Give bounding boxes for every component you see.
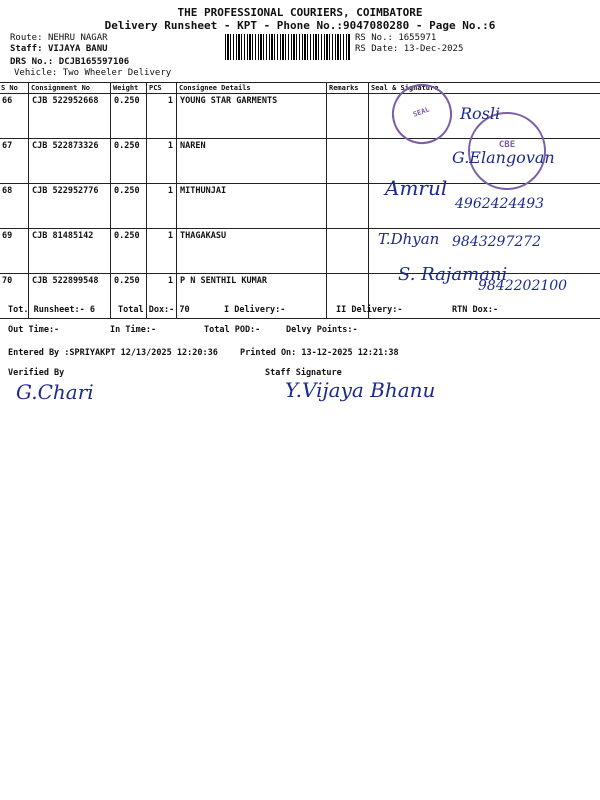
cell-consignment: CJB 522952776 <box>29 184 111 229</box>
signature-row-67: G.Elangovan <box>452 148 555 167</box>
company-title: THE PROFESSIONAL COURIERS, COIMBATORE <box>177 6 423 19</box>
cell-pcs: 1 <box>147 94 177 139</box>
cell-weight: 0.250 <box>111 184 147 229</box>
phone-row-70: 9842202100 <box>478 278 568 294</box>
signature-row-70: S. Rajamani <box>398 264 508 285</box>
drs-line <box>10 57 129 67</box>
cell-weight: 0.250 <box>111 94 147 139</box>
staff-line <box>10 44 108 54</box>
col-consignment: Consignment No <box>29 83 111 94</box>
cell-consignee: P N SENTHIL KUMAR <box>177 274 327 319</box>
cell-remarks <box>327 139 369 184</box>
barcode <box>225 34 351 60</box>
cell-pcs: 1 <box>147 229 177 274</box>
cell-consignee: THAGAKASU <box>177 229 327 274</box>
cell-sno: 70 <box>0 274 29 319</box>
cell-consignee: MITHUNJAI <box>177 184 327 229</box>
cell-remarks <box>327 94 369 139</box>
entered-by: Entered By :SPRIYAKPT 12/13/2025 12:20:36 <box>8 348 218 358</box>
vehicle-value: Two Wheeler Delivery <box>62 68 172 78</box>
phone-row-69: 9843297272 <box>452 234 542 250</box>
verified-by-label: Verified By <box>8 368 65 378</box>
cell-consignee: YOUNG STAR GARMENTS <box>177 94 327 139</box>
signature-row-68: Amrul <box>385 176 448 200</box>
route-value: NEHRU NAGAR <box>47 33 108 43</box>
rs-number: RS No.: 1655971 <box>355 33 437 43</box>
verified-by-signature: G.Chari <box>16 380 94 404</box>
runsheet-subtitle: Delivery Runsheet - KPT - Phone No.:9047080280 - Page No.:6 <box>104 19 496 32</box>
delivery-points: Delvy Points:- <box>286 325 358 335</box>
col-consignee: Consignee Details <box>177 83 327 94</box>
total-runsheet: Tot. Runsheet:- 6 <box>8 305 95 315</box>
drs-label: DRS No.: <box>10 57 54 67</box>
col-seal-signature: Seal & Signature <box>369 83 600 94</box>
cell-weight: 0.250 <box>111 139 147 184</box>
company-seal-stamp: SEAL <box>384 76 461 153</box>
route-label: Route: <box>10 33 43 43</box>
signature-row-69: T.Dhyan <box>378 230 440 248</box>
cell-pcs: 1 <box>147 139 177 184</box>
cell-consignment: CJB 522899548 <box>29 274 111 319</box>
ii-delivery: II Delivery:- <box>336 305 403 315</box>
in-time: In Time:- <box>110 325 157 335</box>
route-line <box>10 33 108 43</box>
staff-value: VIJAYA BANU <box>47 44 108 54</box>
staff-signature-label: Staff Signature <box>265 368 342 378</box>
engineering-seal-stamp: CBE <box>468 112 546 190</box>
cell-sno: 66 <box>0 94 29 139</box>
cell-pcs: 1 <box>147 274 177 319</box>
col-remarks: Remarks <box>327 83 369 94</box>
col-sno: S No <box>0 83 29 94</box>
cell-remarks <box>327 229 369 274</box>
signature-row-66: Rosli <box>460 104 501 123</box>
i-delivery: I Delivery:- <box>224 305 286 315</box>
out-time: Out Time:- <box>8 325 60 335</box>
cell-consignment: CJB 522873326 <box>29 139 111 184</box>
cell-sno: 68 <box>0 184 29 229</box>
vehicle-line <box>14 68 171 78</box>
rs-date: RS Date: 13-Dec-2025 <box>355 44 464 54</box>
col-pcs: PCS <box>147 83 177 94</box>
cell-pcs: 1 <box>147 184 177 229</box>
drs-value: DCJB165597106 <box>58 57 130 67</box>
phone-row-68: 4962424493 <box>455 196 545 212</box>
total-dox: Total Dox:- 70 <box>118 305 190 315</box>
cell-sno: 69 <box>0 229 29 274</box>
table-header-row <box>0 83 600 94</box>
total-pod: Total POD:- <box>204 325 261 335</box>
cell-consignment: CJB 81485142 <box>29 229 111 274</box>
cell-weight: 0.250 <box>111 229 147 274</box>
col-weight: Weight <box>111 83 147 94</box>
printed-on: Printed On: 13-12-2025 12:21:38 <box>240 348 399 358</box>
cell-consignee: NAREN <box>177 139 327 184</box>
cell-consignment: CJB 522952668 <box>29 94 111 139</box>
rtn-dox: RTN Dox:- <box>452 305 499 315</box>
cell-remarks <box>327 184 369 229</box>
cell-weight: 0.250 <box>111 274 147 319</box>
staff-label: Staff: <box>10 44 43 54</box>
cell-sno: 67 <box>0 139 29 184</box>
vehicle-label: Vehicle: <box>14 68 58 78</box>
staff-signature: Y.Vijaya Bhanu <box>285 378 436 402</box>
